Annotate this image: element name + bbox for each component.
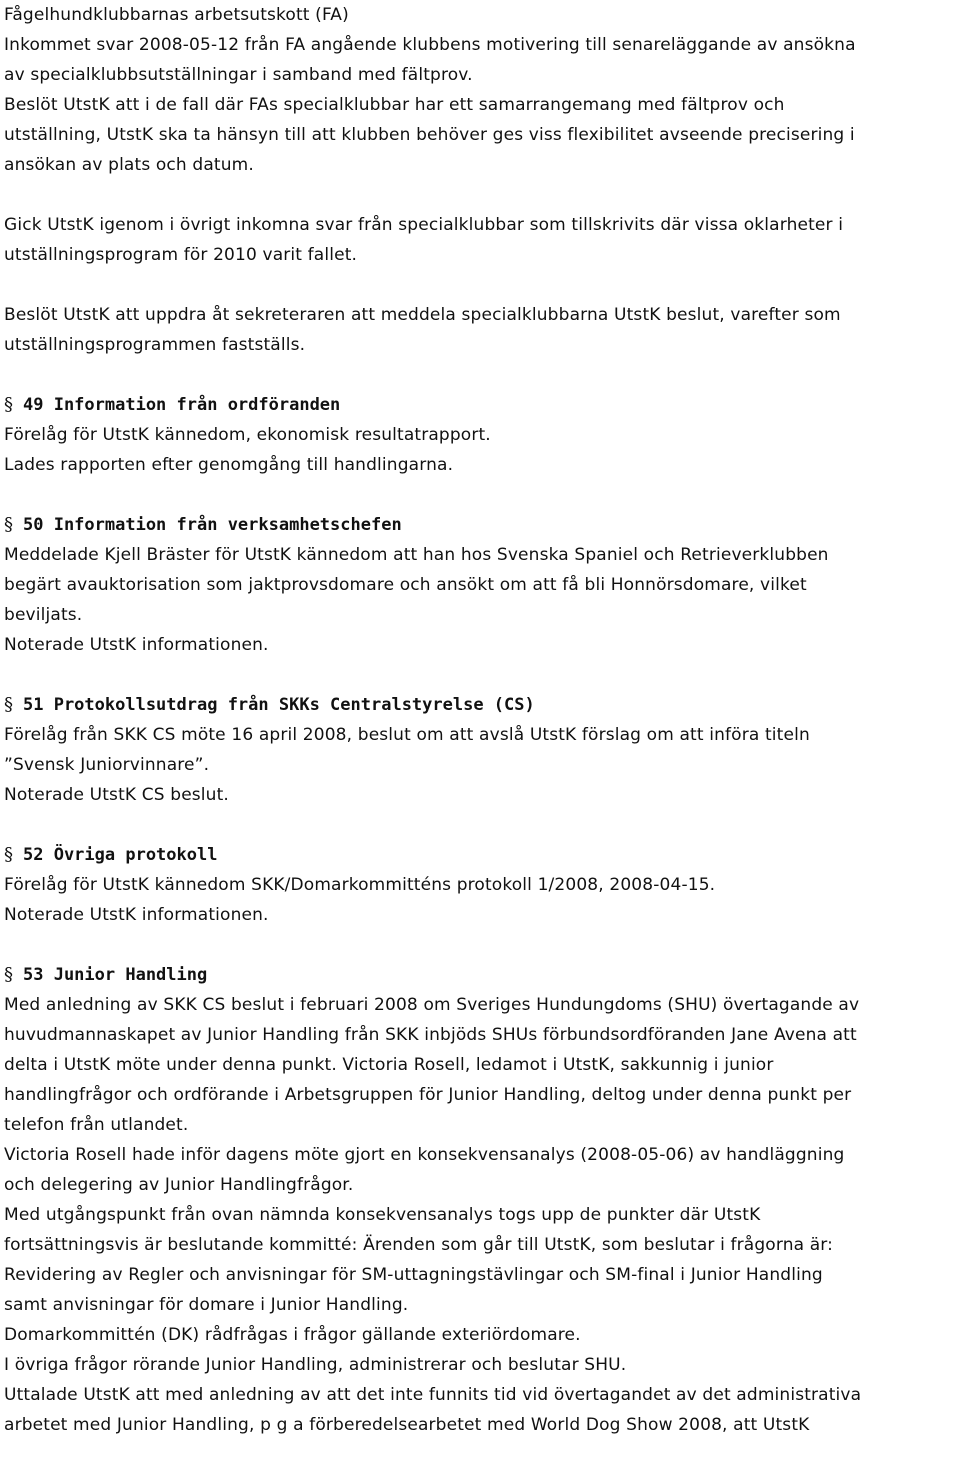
text-line: Inkommet svar 2008-05-12 från FA angående klubbens motivering till senareläggande av ansökna [4,35,856,55]
text-line: Lades rapporten efter genomgång till handlingarna. [4,455,454,475]
text-line: Med anledning av SKK CS beslut i februari 2008 om Sveriges Hundungdoms (SHU) övertagande av [4,995,860,1015]
paragraph-sign-icon: § [4,844,13,865]
text-line: utställning, UtstK ska ta hänsyn till att klubben behöver ges viss flexibilitet avseende precisering i [4,125,855,145]
section-heading [4,690,956,720]
section-title: 52 Övriga protokoll [23,845,218,865]
text-line: Med utgångspunkt från ovan nämnda konsekvensanalys togs upp de punkter där UtstK [4,1205,761,1225]
text-line: telefon från utlandet. [4,1115,189,1135]
text-line: av specialklubbsutställningar i samband med fältprov. [4,65,473,85]
spacer [4,360,956,390]
text-line: Beslöt UtstK att i de fall där FAs specialklubbar har ett samarrangemang med fältprov och [4,95,785,115]
text-line: Beslöt UtstK att uppdra åt sekreteraren att meddela specialklubbarna UtstK beslut, varefter som [4,305,841,325]
paragraph-sign-icon: § [4,694,13,715]
text-line: delta i UtstK möte under denna punkt. Victoria Rosell, ledamot i UtstK, sakkunnig i junior [4,1055,774,1075]
text-line: Noterade UtstK informationen. [4,635,269,655]
text-line: ansökan av plats och datum. [4,155,254,175]
text-line: Fågelhundklubbarnas arbetsutskott (FA) [4,5,349,25]
section-title: 53 Junior Handling [23,965,208,985]
text-line: Meddelade Kjell Bräster för UtstK kännedom att han hos Svenska Spaniel och Retrieverklubben [4,545,829,565]
section-heading [4,390,956,420]
section-53 [4,960,956,1440]
text-line: Förelåg för UtstK kännedom SKK/Domarkommitténs protokoll 1/2008, 2008-04-15. [4,875,716,895]
section-title: 49 Information från ordföranden [23,395,341,415]
text-line: Uttalade UtstK att med anledning av att det inte funnits tid vid övertagandet av det administrativa [4,1385,862,1405]
text-line: Förelåg från SKK CS möte 16 april 2008, beslut om att avslå UtstK förslag om att införa titeln [4,725,810,745]
spacer [4,660,956,690]
text-line: Gick UtstK igenom i övrigt inkomna svar från specialklubbar som tillskrivits där vissa oklarheter i [4,215,844,235]
section-52 [4,840,956,930]
text-line: Domarkommittén (DK) rådfrågas i frågor gällande exteriördomare. [4,1325,581,1345]
paragraph-sign-icon: § [4,964,13,985]
text-line: beviljats. [4,605,83,625]
section-51 [4,690,956,810]
text-line: samt anvisningar för domare i Junior Handling. [4,1295,409,1315]
document-page [4,0,956,1440]
text-line: fortsättningsvis är beslutande kommitté: Ärenden som går till UtstK, som beslutar i frågorna är: [4,1235,834,1255]
text-line: och delegering av Junior Handlingfrågor. [4,1175,354,1195]
text-line: Revidering av Regler och anvisningar för SM-uttagningstävlingar och SM-final i Junior Handling [4,1265,823,1285]
text-line: ”Svensk Juniorvinnare”. [4,755,210,775]
section-heading [4,840,956,870]
text-line: begärt avauktorisation som jaktprovsdomare och ansökt om att få bli Honnörsdomare, vilket [4,575,807,595]
text-line: I övriga frågor rörande Junior Handling, administrerar och beslutar SHU. [4,1355,627,1375]
block-decision [4,300,956,360]
text-line: Noterade UtstK informationen. [4,905,269,925]
text-line: Victoria Rosell hade inför dagens möte gjort en konsekvensanalys (2008-05-06) av handläggning [4,1145,845,1165]
section-heading [4,960,956,990]
spacer [4,480,956,510]
paragraph-sign-icon: § [4,514,13,535]
text-line: Noterade UtstK CS beslut. [4,785,229,805]
section-title: 50 Information från verksamhetschefen [23,515,402,535]
spacer [4,270,956,300]
spacer [4,810,956,840]
section-49 [4,390,956,480]
section-heading [4,510,956,540]
block-fa [4,0,956,180]
paragraph-sign-icon: § [4,394,13,415]
spacer [4,180,956,210]
text-line: Förelåg för UtstK kännedom, ekonomisk resultatrapport. [4,425,491,445]
text-line: arbetet med Junior Handling, p g a förberedelsearbetet med World Dog Show 2008, att UtstK [4,1415,810,1435]
spacer [4,930,956,960]
text-line: huvudmannaskapet av Junior Handling från SKK inbjöds SHUs förbundsordföranden Jane Avena att [4,1025,857,1045]
text-line: handlingfrågor och ordförande i Arbetsgruppen för Junior Handling, deltog under denna punkt per [4,1085,852,1105]
section-50 [4,510,956,660]
block-review [4,210,956,270]
section-title: 51 Protokollsutdrag från SKKs Centralstyrelse (CS) [23,695,535,715]
text-line: utställningsprogram för 2010 varit fallet. [4,245,358,265]
text-line: utställningsprogrammen fastställs. [4,335,306,355]
